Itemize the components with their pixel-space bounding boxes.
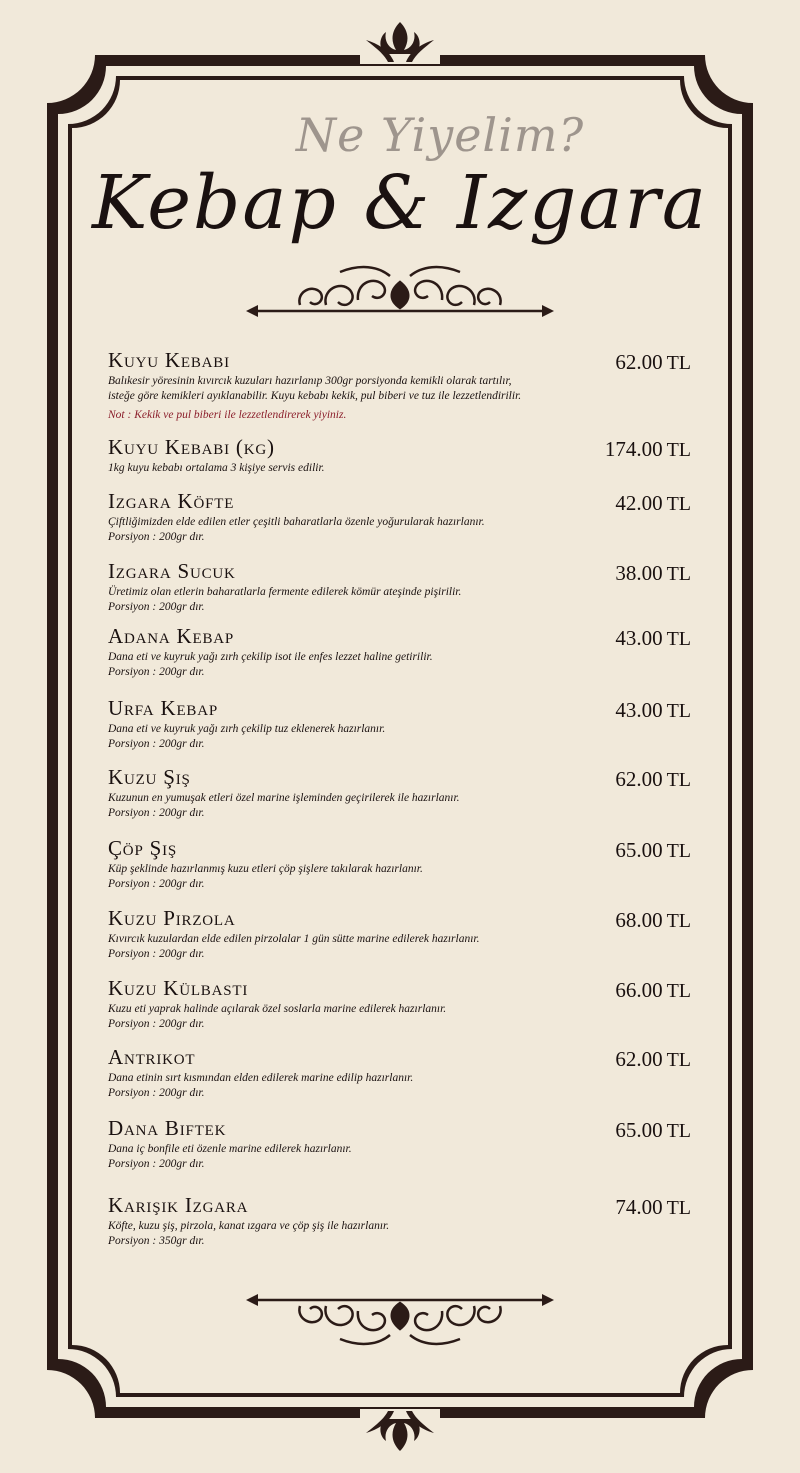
currency-label: TL	[666, 700, 691, 722]
currency-label: TL	[666, 840, 691, 862]
item-name: Dana Biftek	[108, 1116, 227, 1140]
item-price: 62.00 TL	[615, 350, 691, 374]
menu-item	[108, 348, 691, 423]
item-price: 62.00 TL	[615, 767, 691, 791]
item-description: Çiftliğimizden elde edilen etler çeşitli baharatlarla özenle yoğurularak hazırlanır. Porsiyon : 200gr dır.	[108, 516, 485, 543]
item-name: Kuyu Kebabı (kg)	[108, 435, 275, 459]
item-name: Izgara Sucuk	[108, 559, 236, 583]
menu-item	[108, 906, 691, 962]
menu-item	[108, 1193, 691, 1249]
item-description: Dana iç bonfile eti özenle marine edilerek hazırlanır. Porsiyon : 200gr dır.	[108, 1143, 352, 1170]
item-name: Izgara Köfte	[108, 489, 235, 513]
page-subtitle: Ne Yiyelim?	[295, 108, 585, 162]
item-description: Kıvırcık kuzulardan elde edilen pirzolalar 1 gün sütte marine edilerek hazırlanır. Porsiyon : 200gr dır.	[108, 933, 480, 960]
item-price: 68.00 TL	[615, 908, 691, 932]
item-price: 43.00 TL	[615, 626, 691, 650]
menu-item	[108, 696, 691, 752]
item-description: Küp şeklinde hazırlanmış kuzu etleri çöp şişlere takılarak hazırlanır. Porsiyon : 200gr dır.	[108, 863, 423, 890]
item-description: Dana etinin sırt kısmından elden edilerek marine edilip hazırlanır. Porsiyon : 200gr dır.	[108, 1072, 414, 1099]
currency-label: TL	[666, 1197, 691, 1219]
item-price: 62.00 TL	[615, 1047, 691, 1071]
currency-label: TL	[666, 769, 691, 791]
item-name: Antrikot	[108, 1045, 196, 1069]
item-name: Kuyu Kebabı	[108, 348, 230, 372]
item-note: Not : Kekik ve pul biberi ile lezzetlendirerek yiyiniz.	[108, 409, 347, 421]
menu-item	[108, 836, 691, 892]
item-name: Kuzu Pirzola	[108, 906, 236, 930]
item-description: Kuzu eti yaprak halinde açılarak özel soslarla marine edilerek hazırlanır. Porsiyon : 200gr dır.	[108, 1003, 447, 1030]
ornament-divider-top	[246, 267, 554, 317]
item-name: Karışık Izgara	[108, 1193, 249, 1217]
item-price: 43.00 TL	[615, 698, 691, 722]
menu-item	[108, 435, 691, 476]
item-name: Adana Kebap	[108, 624, 235, 648]
item-price: 66.00 TL	[615, 978, 691, 1002]
currency-label: TL	[666, 1120, 691, 1142]
item-name: Urfa Kebap	[108, 696, 218, 720]
currency-label: TL	[666, 1049, 691, 1071]
menu-item	[108, 976, 691, 1032]
menu-item	[108, 765, 691, 821]
currency-label: TL	[666, 493, 691, 515]
item-description: Köfte, kuzu şiş, pirzola, kanat ızgara ve çöp şiş ile hazırlanır. Porsiyon : 350gr dır.	[108, 1220, 390, 1247]
item-price: 74.00 TL	[615, 1195, 691, 1219]
item-price: 42.00 TL	[615, 491, 691, 515]
currency-label: TL	[666, 628, 691, 650]
tulip-top-icon	[360, 22, 440, 64]
item-description: Dana eti ve kuyruk yağı zırh çekilip isot ile enfes lezzet haline getirilir. Porsiyon : 200gr dır.	[108, 651, 433, 678]
item-description: Dana eti ve kuyruk yağı zırh çekilip tuz eklenerek hazırlanır. Porsiyon : 200gr dır.	[108, 723, 386, 750]
menu-item	[108, 489, 691, 545]
item-price: 174.00 TL	[604, 437, 691, 461]
item-price: 65.00 TL	[615, 1118, 691, 1142]
item-description: Balıkesir yöresinin kıvırcık kuzuları hazırlanıp 300gr porsiyonda kemikli olarak tartılır, isteğe göre kemikleri ayıklanabilir. Kuyu kebabı kekik, pul biberi ve tuz ile lezzetlendirilir.	[108, 375, 522, 402]
menu-item	[108, 559, 691, 615]
menu-item	[108, 1045, 691, 1101]
ornament-divider-bottom	[246, 1294, 554, 1344]
currency-label: TL	[666, 352, 691, 374]
menu-item	[108, 1116, 691, 1172]
item-name: Kuzu Külbastı	[108, 976, 249, 1000]
item-description: Kuzunun en yumuşak etleri özel marine işleminden geçirilerek ile hazırlanır. Porsiyon : 200gr dır.	[108, 792, 460, 819]
currency-label: TL	[666, 439, 691, 461]
currency-label: TL	[666, 910, 691, 932]
item-name: Kuzu Şiş	[108, 765, 191, 789]
page-title: Kebap & Izgara	[91, 160, 709, 246]
item-description: 1kg kuyu kebabı ortalama 3 kişiye servis edilir.	[108, 462, 325, 474]
item-description: Üretimiz olan etlerin baharatlarla fermente edilerek kömür ateşinde pişirilir. Porsiyon : 200gr dır.	[108, 586, 462, 613]
currency-label: TL	[666, 563, 691, 585]
tulip-bottom-icon	[360, 1409, 440, 1451]
menu-item	[108, 624, 691, 680]
currency-label: TL	[666, 980, 691, 1002]
item-name: Çöp Şiş	[108, 836, 178, 860]
item-price: 65.00 TL	[615, 838, 691, 862]
item-price: 38.00 TL	[615, 561, 691, 585]
